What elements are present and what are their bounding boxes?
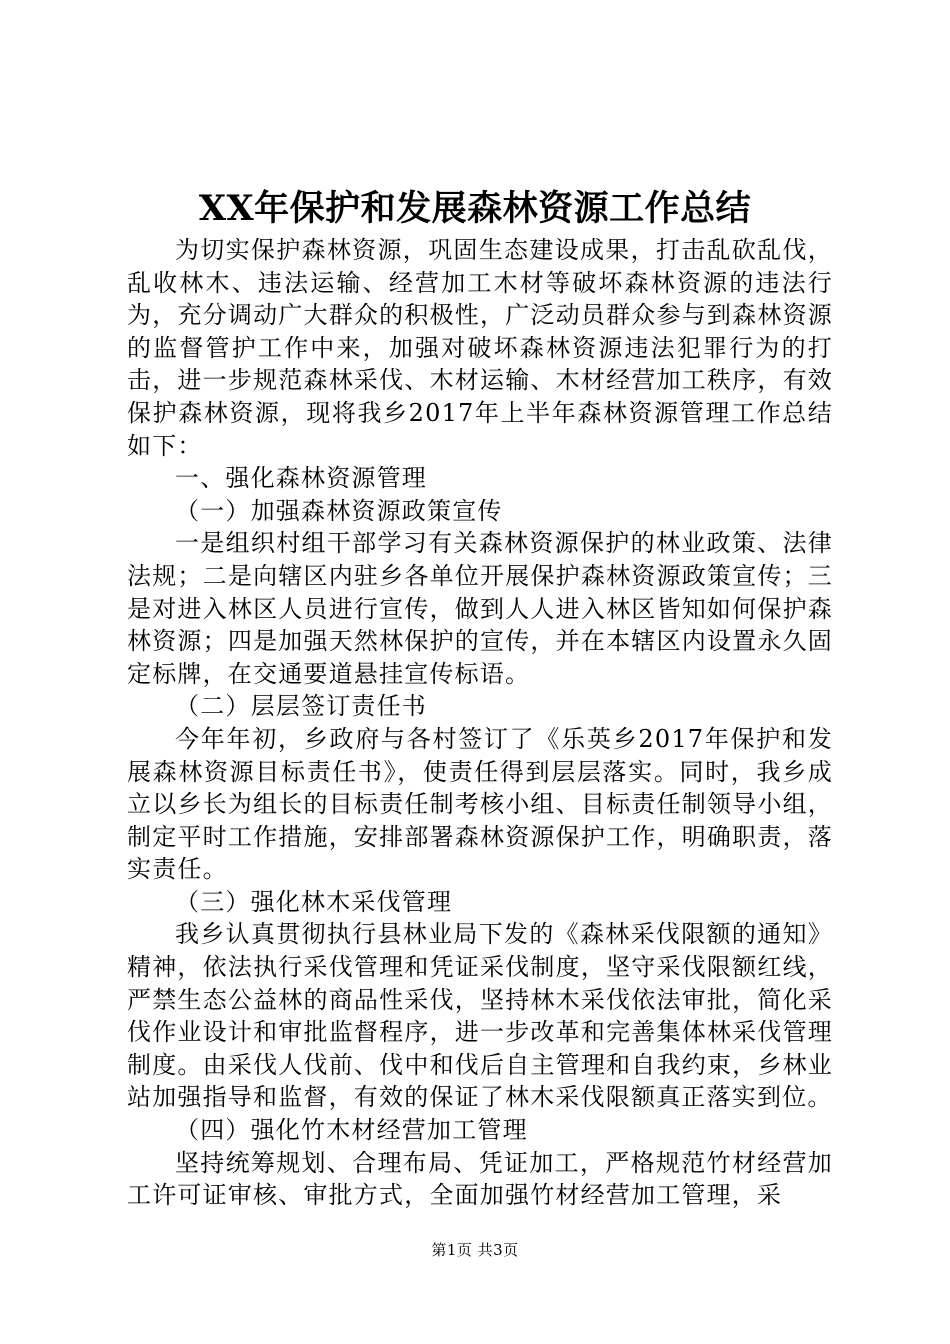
- paragraph-processing-management: 坚持统筹规划、合理布局、凭证加工，严格规范竹材经营加工许可证审核、审批方式，全面加强竹材经营加工管理，采: [127, 1148, 833, 1210]
- paragraph-policy-publicity: 一是组织村组干部学习有关森林资源保护的林业政策、法律法规；二是向辖区内驻乡各单位开展保护森林资源政策宣传；三是对进入林区人员进行宣传，做到人人进入林区皆知如何保护森林资源；四是加强天然林保护的宣传，并在本辖区内设置永久固定标牌，在交通要道悬挂宣传标语。: [127, 529, 833, 688]
- document-title: XX年保护和发展森林资源工作总结: [198, 188, 752, 229]
- subsection-heading-3: （三）强化林木采伐管理: [175, 887, 453, 916]
- subsection-heading-2: （二）层层签订责任书: [175, 692, 427, 721]
- subsection-heading-1: （一）加强森林资源政策宣传: [175, 496, 503, 525]
- document-body: [127, 234, 833, 1212]
- paragraph-responsibility: 今年年初，乡政府与各村签订了《乐英乡2017年保护和发展森林资源目标责任书》，使责任得到层层落实。同时，我乡成立以乡长为组长的目标责任制考核小组、目标责任制领导小组，制定平时工作措施，安排部署森林资源保护工作，明确职责，落实责任。: [127, 724, 833, 884]
- paragraph-intro: 为切实保护森林资源，巩固生态建设成果，打击乱砍乱伐，乱收林木、违法运输、经营加工木材等破坏森林资源的违法行为，充分调动广大群众的积极性，广泛动员群众参与到森林资源的监督管护工作中来，加强对破坏森林资源违法犯罪行为的打击，进一步规范森林采伐、木材运输、木材经营加工秩序，有效保护森林资源，现将我乡2017年上半年森林资源管理工作总结如下：: [127, 236, 833, 460]
- paragraph-logging-management: 我乡认真贯彻执行县林业局下发的《森林采伐限额的通知》精神，依法执行采伐管理和凭证采伐制度，坚守采伐限额红线，严禁生态公益林的商品性采伐，坚持林木采伐依法审批，简化采伐作业设计和审批监督程序，进一步改革和完善集体林采伐管理制度。由采伐人伐前、伐中和伐后自主管理和自我约束，乡林业站加强指导和监督，有效的保证了林木采伐限额真正落实到位。: [127, 920, 833, 1112]
- section-heading-1: 一、强化森林资源管理: [175, 464, 427, 493]
- page-number-footer: 第1页 共3页: [431, 1241, 519, 1259]
- subsection-heading-4: （四）强化竹木材经营加工管理: [175, 1116, 528, 1145]
